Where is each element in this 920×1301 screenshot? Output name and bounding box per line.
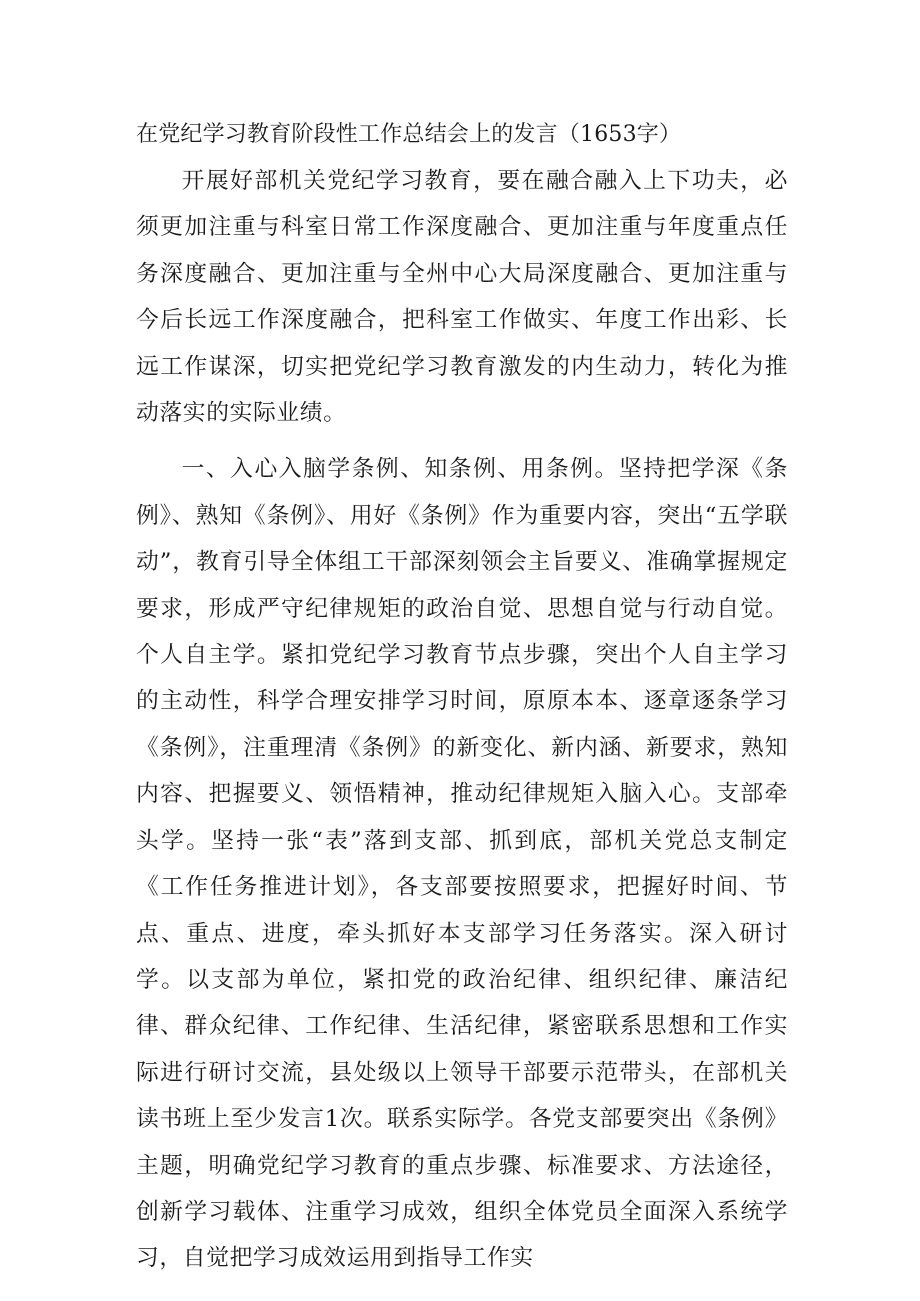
- paragraph-intro: 开展好部机关党纪学习教育，要在融合融入上下功夫，必须更加注重与科室日常工作深度融合、更加注重与年度重点任务深度融合、更加注重与全州中心大局深度融合、更加注重与今后长远工作深度融合，把科室工作做实、年度工作出彩、长远工作谋深，切实把党纪学习教育激发的内生动力，转化为推动落实的实际业绩。: [136, 168, 788, 427]
- document-title: 在党纪学习教育阶段性工作总结会上的发言（1653字）: [136, 122, 682, 147]
- document-page: [136, 112, 788, 1282]
- paragraph-section-one: 一、入心入脑学条例、知条例、用条例。坚持把学深《条例》、熟知《条例》、用好《条例》作为重要内容，突出“五学联动”，教育引导全体组工干部深刻领会主旨要义、准确掌握规定要求，形成严守纪律规矩的政治自觉、思想自觉与行动自觉。个人自主学。紧扣党纪学习教育节点步骤，突出个人自主学习的主动性，科学合理安排学习时间，原原本本、逐章逐条学习《条例》，注重理清《条例》的新变化、新内涵、新要求，熟知内容、把握要义、领悟精神，推动纪律规矩入脑入心。支部牵头学。坚持一张“表”落到支部、抓到底，部机关党总支制定《工作任务推进计划》，各支部要按照要求，把握好时间、节点、重点、进度，牵头抓好本支部学习任务落实。深入研讨学。以支部为单位，紧扣党的政治纪律、组织纪律、廉洁纪律、群众纪律、工作纪律、生活纪律，紧密联系思想和工作实际进行研讨交流，县处级以上领导干部要示范带头，在部机关读书班上至少发言1次。联系实际学。各党支部要突出《条例》主题，明确党纪学习教育的重点步骤、标准要求、方法途径，创新学习载体、注重学习成效，组织全体党员全面深入系统学习，自觉把学习成效运用到指导工作实: [136, 456, 788, 1272]
